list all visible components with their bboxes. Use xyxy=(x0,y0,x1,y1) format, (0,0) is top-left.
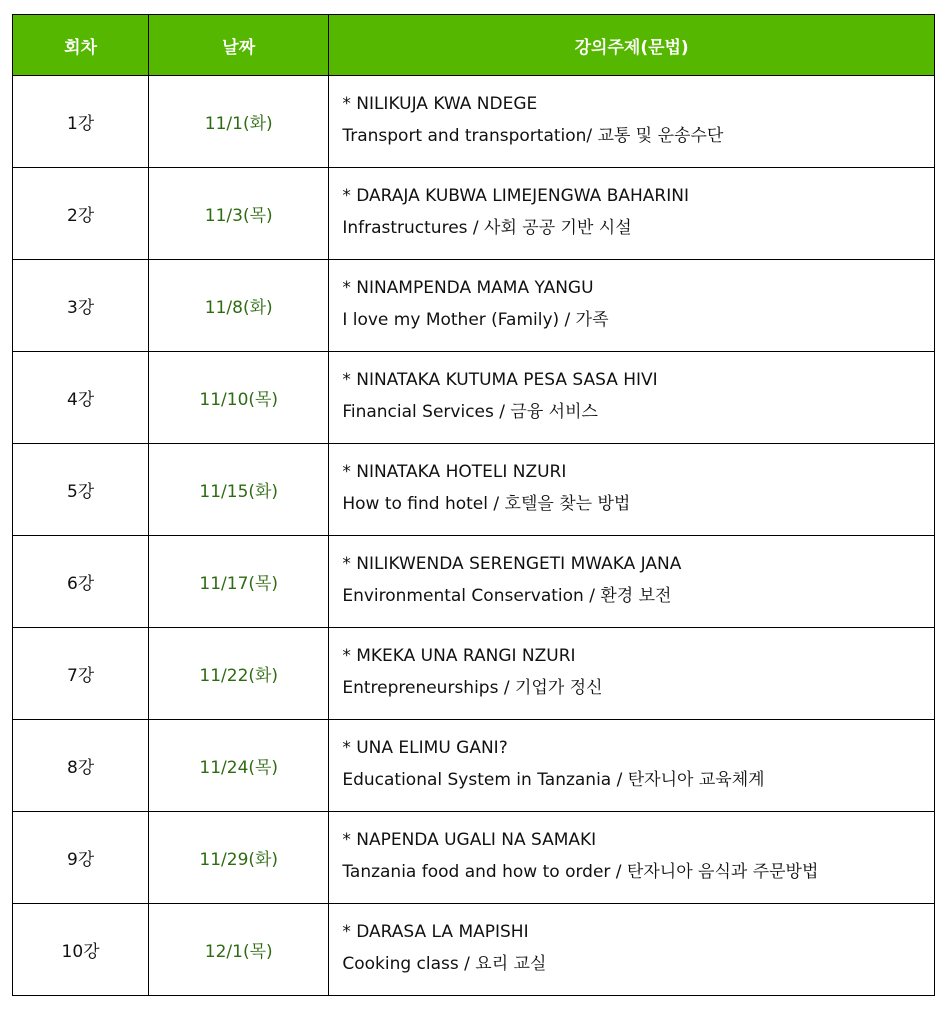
topic-description: Tanzania food and how to order / 탄자니아 음식과 주문방법 xyxy=(342,861,819,882)
topic-title: * NINATAKA HOTELI NZURI xyxy=(342,461,567,482)
session-topic xyxy=(329,444,935,536)
session-date: 11/15(화) xyxy=(149,444,329,536)
table-row xyxy=(13,628,935,720)
topic-title: * DARASA LA MAPISHI xyxy=(342,921,529,942)
topic-title: * NAPENDA UGALI NA SAMAKI xyxy=(342,829,597,850)
syllabus-table xyxy=(12,14,935,996)
topic-description: Infrastructures / 사회 공공 기반 시설 xyxy=(342,217,632,238)
session-date: 11/1(화) xyxy=(149,76,329,168)
header-session: 회차 xyxy=(13,15,149,76)
session-number: 8강 xyxy=(13,720,149,812)
table-row xyxy=(13,168,935,260)
topic-description: Environmental Conservation / 환경 보전 xyxy=(342,585,672,606)
topic-description: Cooking class / 요리 교실 xyxy=(342,953,547,974)
session-topic xyxy=(329,628,935,720)
session-topic xyxy=(329,352,935,444)
session-date: 11/3(목) xyxy=(149,168,329,260)
table-row xyxy=(13,260,935,352)
session-topic xyxy=(329,76,935,168)
session-topic xyxy=(329,536,935,628)
session-number: 6강 xyxy=(13,536,149,628)
header-row xyxy=(13,15,935,76)
session-number: 7강 xyxy=(13,628,149,720)
session-date: 11/10(목) xyxy=(149,352,329,444)
table-row xyxy=(13,904,935,996)
session-date: 11/22(화) xyxy=(149,628,329,720)
topic-title: * DARAJA KUBWA LIMEJENGWA BAHARINI xyxy=(342,185,689,206)
topic-description: How to find hotel / 호텔을 찾는 방법 xyxy=(342,493,631,514)
session-topic xyxy=(329,812,935,904)
table-row xyxy=(13,352,935,444)
topic-description: Transport and transportation/ 교통 및 운송수단 xyxy=(342,125,724,146)
topic-description: Financial Services / 금융 서비스 xyxy=(342,401,598,422)
table-row xyxy=(13,444,935,536)
table-row xyxy=(13,812,935,904)
header-topic: 강의주제(문법) xyxy=(329,15,935,76)
topic-description: I love my Mother (Family) / 가족 xyxy=(342,309,609,330)
topic-title: * NINAMPENDA MAMA YANGU xyxy=(342,277,594,298)
topic-title: * NILIKWENDA SERENGETI MWAKA JANA xyxy=(342,553,682,574)
table-row xyxy=(13,536,935,628)
session-date: 11/8(화) xyxy=(149,260,329,352)
header-date: 날짜 xyxy=(149,15,329,76)
session-date: 12/1(목) xyxy=(149,904,329,996)
table-header xyxy=(13,15,935,76)
session-number: 1강 xyxy=(13,76,149,168)
table-row xyxy=(13,720,935,812)
topic-description: Educational System in Tanzania / 탄자니아 교육체계 xyxy=(342,769,765,790)
session-number: 9강 xyxy=(13,812,149,904)
table-row xyxy=(13,76,935,168)
table-body xyxy=(13,76,935,996)
session-number: 4강 xyxy=(13,352,149,444)
session-number: 5강 xyxy=(13,444,149,536)
topic-description: Entrepreneurships / 기업가 정신 xyxy=(342,677,603,698)
session-date: 11/24(목) xyxy=(149,720,329,812)
session-date: 11/29(화) xyxy=(149,812,329,904)
session-number: 3강 xyxy=(13,260,149,352)
topic-title: * NILIKUJA KWA NDEGE xyxy=(342,93,538,114)
session-topic xyxy=(329,720,935,812)
topic-title: * UNA ELIMU GANI? xyxy=(342,737,508,758)
session-number: 10강 xyxy=(13,904,149,996)
session-number: 2강 xyxy=(13,168,149,260)
session-topic xyxy=(329,904,935,996)
topic-title: * MKEKA UNA RANGI NZURI xyxy=(342,645,576,666)
session-date: 11/17(목) xyxy=(149,536,329,628)
session-topic xyxy=(329,168,935,260)
session-topic xyxy=(329,260,935,352)
topic-title: * NINATAKA KUTUMA PESA SASA HIVI xyxy=(342,369,658,390)
